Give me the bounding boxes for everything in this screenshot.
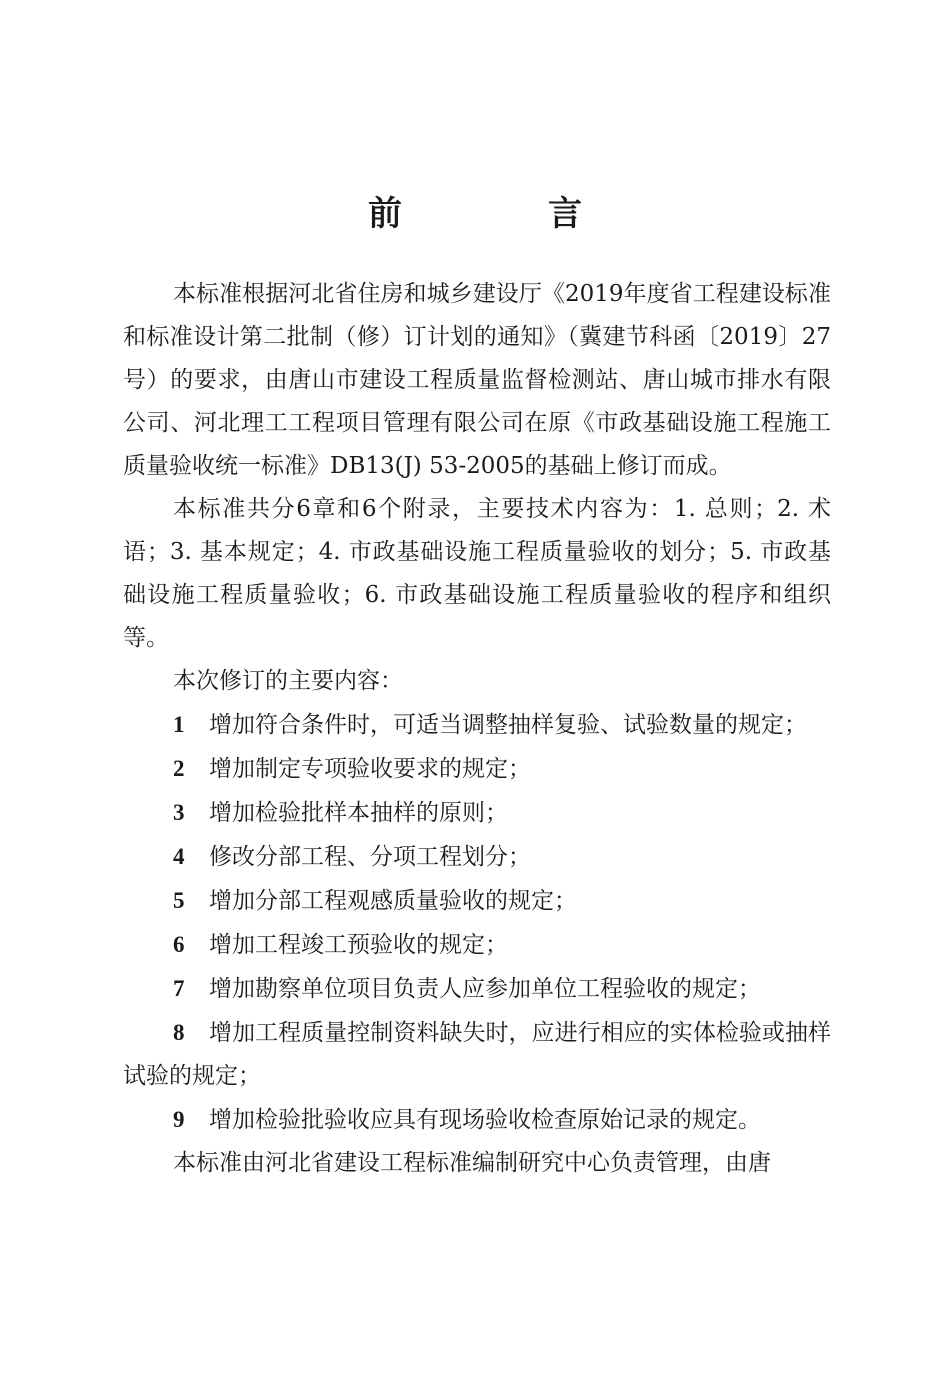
- list-item: [123, 835, 831, 879]
- paragraph-management: 本标准由河北省建设工程标准编制研究中心负责管理，由唐: [173, 1150, 771, 1176]
- list-item-number: 6: [173, 932, 185, 957]
- list-item-text: 增加制定专项验收要求的规定；: [209, 756, 531, 782]
- list-item-text: 增加符合条件时，可适当调整抽样复验、试验数量的规定；: [209, 712, 807, 738]
- list-item: [123, 703, 831, 747]
- list-item-text: 增加检验批验收应具有现场验收检查原始记录的规定。: [209, 1107, 761, 1133]
- list-item-number: 2: [173, 756, 185, 781]
- paragraph-background: 本标准根据河北省住房和城乡建设厅《2019年度省工程建设标准和标准设计第二批制（修）订计划的通知》（冀建节科函〔2019〕27号）的要求，由唐山市建设工程质量监督检测站、唐山城市排水有限公司、河北理工工程项目管理有限公司在原《市政基础设施工程施工质量验收统一标准》DB13(J) 53-2005的基础上修订而成。: [123, 281, 831, 479]
- list-item-text: 增加检验批样本抽样的原则；: [209, 800, 508, 826]
- list-item-number: 7: [173, 976, 185, 1001]
- list-item-number: 4: [173, 844, 185, 869]
- list-item-number: 9: [173, 1107, 185, 1132]
- list-item: [123, 747, 831, 791]
- page-title: 前 言: [368, 194, 638, 234]
- list-item: [123, 923, 831, 967]
- list-item-text: 增加工程质量控制资料缺失时，应进行相应的实体检验或抽样试验的规定；: [123, 1020, 831, 1089]
- list-item: [123, 967, 831, 1011]
- list-item-number: 5: [173, 888, 185, 913]
- list-item-text: 增加分部工程观感质量验收的规定；: [209, 888, 577, 914]
- list-item: [123, 879, 831, 923]
- list-item-number: 1: [173, 712, 185, 737]
- paragraph-contents: 本标准共分6章和6个附录，主要技术内容为：1. 总则；2. 术语；3. 基本规定；4. 市政基础设施工程质量验收的划分；5. 市政基础设施工程质量验收；6. 市政基础设施工程质量验收的程序和组织等。: [123, 496, 831, 651]
- list-item-text: 增加勘察单位项目负责人应参加单位工程验收的规定；: [209, 976, 761, 1002]
- list-item: [123, 1098, 831, 1142]
- list-item: [123, 1011, 831, 1098]
- preface-body: [123, 273, 831, 1185]
- revision-list: [123, 703, 831, 1142]
- list-item-number: 8: [173, 1020, 185, 1045]
- list-item-text: 修改分部工程、分项工程划分；: [209, 844, 531, 870]
- list-item-text: 增加工程竣工预验收的规定；: [209, 932, 508, 958]
- paragraph-revision-intro: 本次修订的主要内容：: [173, 668, 403, 694]
- list-item: [123, 791, 831, 835]
- list-item-number: 3: [173, 800, 185, 825]
